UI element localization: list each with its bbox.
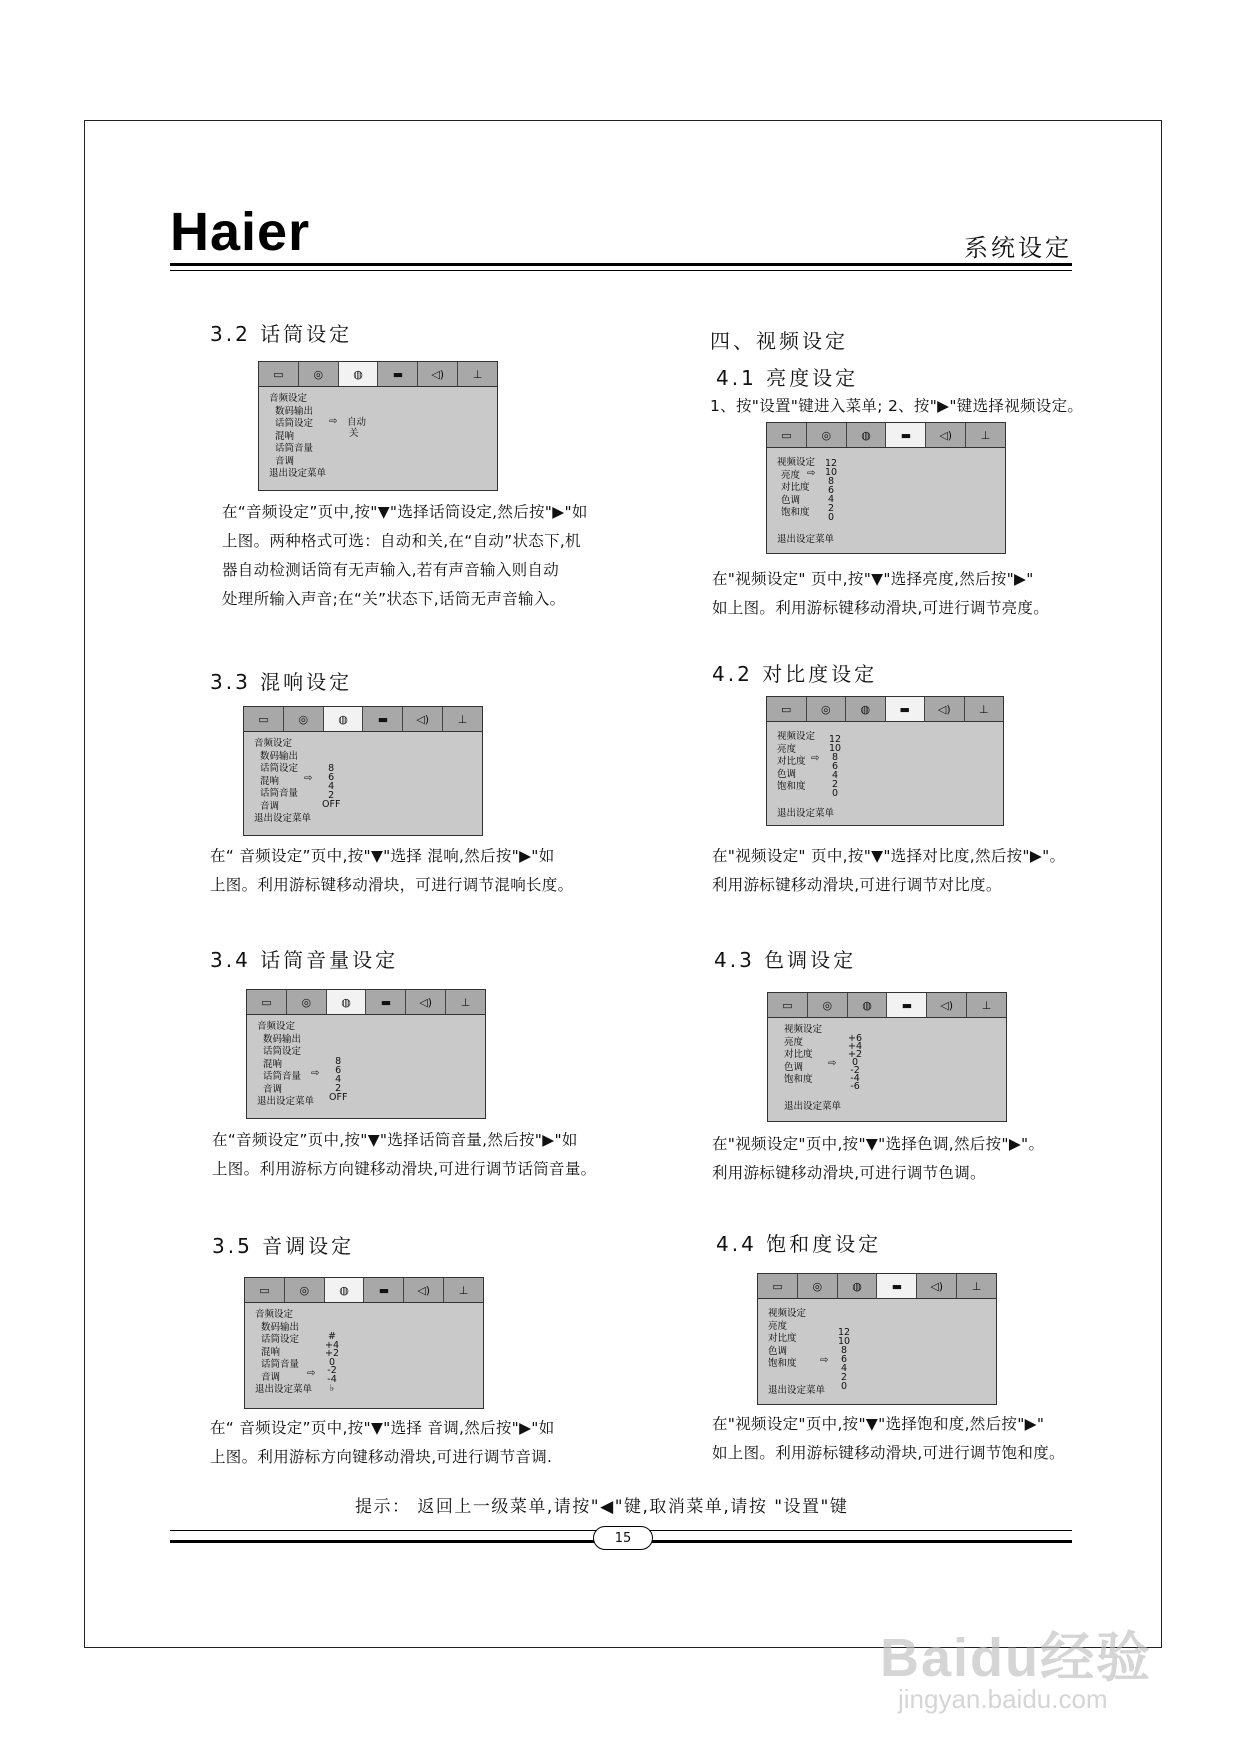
- text-line: 上图。两种格式可选：自动和关,在“自动”状态下,机: [222, 532, 581, 550]
- osd-screen-saturation: [757, 1273, 997, 1405]
- slider-values: [329, 1057, 347, 1102]
- slider-value: OFF: [329, 1092, 348, 1103]
- slider-values: [825, 459, 837, 522]
- menu-item: 饱和度: [781, 507, 810, 518]
- disc-icon: ◎: [808, 993, 848, 1017]
- section-title-4-4: 4.4 饱和度设定: [716, 1232, 882, 1256]
- tv-icon: ▭: [247, 990, 287, 1014]
- menu-item: 退出设定菜单: [784, 1100, 842, 1112]
- slider-value: OFF: [322, 799, 341, 810]
- video-camera-icon: ▬: [886, 423, 926, 447]
- disc-icon: ◎: [807, 697, 847, 721]
- slider-value: 6: [828, 485, 835, 496]
- osd-screen-mic-volume: [246, 989, 486, 1119]
- slider-value: 2: [832, 779, 839, 790]
- slider-value: 2: [828, 503, 835, 514]
- disc-icon: ◎: [285, 1278, 325, 1302]
- slider-value: 12: [829, 734, 842, 745]
- menu-item: 饱和度: [777, 781, 806, 792]
- audio-disc-icon: ◍: [339, 362, 379, 386]
- menu-item: 数码输出: [260, 750, 299, 762]
- slider-values: [325, 1333, 339, 1393]
- section-title-4: 四、视频设定: [710, 329, 848, 353]
- section-title-4-2: 4.2 对比度设定: [712, 662, 878, 686]
- pref-icon: ⊥: [965, 697, 1004, 721]
- haier-logo: Haier: [170, 202, 311, 262]
- menu-item: 退出设定菜单: [777, 807, 835, 819]
- option-off: 关: [349, 428, 359, 439]
- osd-menu: [245, 1303, 483, 1403]
- header-rule-thick: [170, 263, 1072, 266]
- section-title-3-2: 3.2 话筒设定: [210, 322, 353, 346]
- paragraph-3-2: [222, 498, 588, 614]
- slider-values: [322, 764, 340, 809]
- header-rule-thin: [170, 270, 1072, 271]
- slider-value: ♭: [329, 1382, 335, 1394]
- slider-value: 6: [832, 761, 839, 772]
- video-camera-icon: ▬: [378, 362, 418, 386]
- slider-values: [848, 1035, 862, 1091]
- menu-item: 音频设定: [269, 393, 308, 404]
- speaker-icon: ◁): [418, 362, 458, 386]
- osd-menu: [244, 732, 482, 832]
- slider-value: -2: [850, 1065, 860, 1076]
- slider-value: 6: [335, 1065, 342, 1076]
- speaker-icon: ◁): [926, 423, 966, 447]
- disc-icon: ◎: [807, 423, 847, 447]
- menu-item: 色调: [768, 1345, 788, 1357]
- osd-tab-bar: [758, 1274, 996, 1299]
- slider-value: 2: [335, 1083, 342, 1094]
- osd-screen-brightness: [766, 422, 1006, 554]
- menu-item: 话筒设定: [261, 1334, 300, 1345]
- page-title: 系统设定: [964, 234, 1072, 262]
- tv-icon: ▭: [767, 423, 807, 447]
- menu-item: 话筒音量: [275, 443, 314, 454]
- tv-icon: ▭: [767, 697, 807, 721]
- slider-value: 10: [825, 467, 838, 478]
- menu-item: 话筒音量: [261, 1359, 300, 1370]
- text-line: 在"视频设定"页中,按"▼"选择饱和度,然后按"▶": [712, 1415, 1045, 1433]
- menu-item: 视频设定: [784, 1024, 823, 1035]
- menu-item: 对比度: [768, 1333, 797, 1344]
- slider-value: 0: [328, 1356, 336, 1368]
- slider-value: -6: [850, 1081, 860, 1092]
- osd-screen-hue: [767, 992, 1007, 1122]
- slider-value: +2: [848, 1049, 863, 1060]
- audio-disc-icon: ◍: [848, 993, 888, 1017]
- paragraph-3-5: [210, 1414, 555, 1472]
- menu-item: 对比度: [784, 1049, 813, 1060]
- pref-icon: ⊥: [446, 990, 485, 1014]
- page-number: 15: [593, 1526, 653, 1550]
- osd-screen-tone: [244, 1277, 484, 1409]
- text-line: 在“音频设定”页中,按"▼"选择话筒音量,然后按"▶"如: [212, 1131, 578, 1149]
- paragraph-3-3: [210, 842, 573, 900]
- osd-tab-bar: [767, 423, 1005, 448]
- slider-value: 0: [841, 1381, 848, 1392]
- disc-icon: ◎: [284, 707, 324, 731]
- paragraph-4-4: [712, 1410, 1065, 1468]
- menu-item: 色调: [781, 494, 801, 506]
- speaker-icon: ◁): [927, 993, 967, 1017]
- slider-value: 4: [841, 1363, 848, 1374]
- osd-tab-bar: [259, 362, 497, 387]
- speaker-icon: ◁): [925, 697, 965, 721]
- cursor-arrow-icon: ⇨: [828, 1058, 837, 1069]
- text-line: 在“ 音频设定”页中,按"▼"选择 混响,然后按"▶"如: [210, 847, 555, 865]
- menu-item: 视频设定: [768, 1308, 807, 1319]
- speaker-icon: ◁): [917, 1274, 957, 1298]
- video-camera-icon: ▬: [364, 1278, 404, 1302]
- slider-value: 10: [838, 1336, 851, 1347]
- tv-icon: ▭: [768, 993, 808, 1017]
- text-line: 在"视频设定"页中,按"▼"选择色调,然后按"▶"。: [712, 1135, 1045, 1153]
- osd-tab-bar: [767, 697, 1003, 722]
- tv-icon: ▭: [259, 362, 299, 386]
- slider-value: 4: [828, 494, 835, 505]
- osd-screen-reverb: [243, 706, 483, 836]
- slider-value: 4: [832, 770, 839, 781]
- slider-value: 10: [829, 743, 842, 754]
- watermark-main: Baidu经验: [880, 1628, 1153, 1688]
- tv-icon: ▭: [244, 707, 284, 731]
- audio-disc-icon: ◍: [325, 1278, 365, 1302]
- slider-value: +4: [848, 1041, 863, 1052]
- slider-value: +4: [325, 1339, 340, 1351]
- cursor-arrow-icon: ⇨: [307, 1368, 316, 1379]
- disc-icon: ◎: [299, 362, 339, 386]
- menu-item: 话筒设定: [260, 763, 299, 774]
- osd-tab-bar: [245, 1278, 483, 1303]
- osd-tab-bar: [247, 990, 485, 1015]
- slider-value: 4: [328, 781, 335, 792]
- menu-item: 音频设定: [257, 1021, 296, 1032]
- slider-value: 8: [335, 1056, 342, 1067]
- slider-value: +2: [325, 1348, 340, 1360]
- text-line: 上图。利用游标键移动滑块，可进行调节混响长度。: [210, 876, 574, 894]
- text-line: 处理所输入声音;在“关”状态下,话筒无声音输入。: [222, 590, 566, 608]
- slider-value: 8: [841, 1345, 848, 1356]
- menu-item: 对比度: [781, 482, 810, 493]
- text-line: 在"视频设定" 页中,按"▼"选择亮度,然后按"▶": [712, 570, 1034, 588]
- menu-item: 混响: [261, 1346, 281, 1358]
- menu-item: 混响: [260, 775, 280, 787]
- menu-item: 话筒设定: [275, 418, 314, 429]
- menu-item: 亮度: [781, 469, 801, 481]
- pref-icon: ⊥: [443, 707, 482, 731]
- slider-value: 8: [828, 476, 835, 487]
- section-title-4-1: 4.1 亮度设定: [716, 366, 859, 390]
- slider-value: 4: [335, 1074, 342, 1085]
- menu-item: 色调: [777, 768, 797, 780]
- menu-item: 亮度: [768, 1320, 788, 1332]
- option-values: [347, 417, 366, 439]
- speaker-icon: ◁): [403, 707, 443, 731]
- osd-menu: [758, 1299, 996, 1403]
- section-title-3-4: 3.4 话筒音量设定: [210, 948, 399, 972]
- paragraph-4-3: [712, 1130, 1044, 1188]
- slider-value: 0: [828, 512, 835, 523]
- hint-text: 提示： 返回上一级菜单,请按"◀"键,取消菜单,请按 "设置"键: [355, 1497, 849, 1517]
- menu-item: 视频设定: [777, 457, 816, 468]
- menu-item: 退出设定菜单: [255, 1384, 313, 1395]
- menu-item: 话筒音量: [263, 1071, 302, 1082]
- disc-icon: ◎: [287, 990, 327, 1014]
- menu-item: 退出设定菜单: [257, 1096, 315, 1107]
- menu-item: 音频设定: [254, 738, 293, 749]
- cursor-arrow-icon: ⇨: [329, 416, 338, 427]
- menu-item: 混响: [263, 1058, 283, 1070]
- slider-values: [829, 735, 841, 798]
- text-line: 如上图。利用游标键移动滑块,可进行调节饱和度。: [712, 1444, 1065, 1462]
- video-camera-icon: ▬: [887, 993, 927, 1017]
- menu-item: 音频设定: [255, 1309, 294, 1320]
- menu-item: 亮度: [777, 743, 797, 755]
- disc-icon: ◎: [798, 1274, 838, 1298]
- osd-screen-contrast: [766, 696, 1004, 826]
- tv-icon: ▭: [245, 1278, 285, 1302]
- pref-icon: ⊥: [966, 423, 1005, 447]
- text-line: 利用游标键移动滑块,可进行调节对比度。: [712, 876, 1002, 894]
- menu-item: 音调: [260, 800, 280, 812]
- menu-item: 色调: [784, 1061, 804, 1073]
- slider-value: -2: [327, 1365, 337, 1377]
- intro-4-1: 1、按"设置"键进入菜单; 2、按"▶"键选择视频设定。: [710, 397, 1084, 415]
- slider-value: 0: [832, 788, 839, 799]
- pref-icon: ⊥: [957, 1274, 996, 1298]
- menu-item: 混响: [275, 430, 295, 442]
- video-camera-icon: ▬: [366, 990, 406, 1014]
- slider-value: 0: [851, 1057, 859, 1068]
- slider-values: [838, 1328, 850, 1391]
- text-line: 在“ 音频设定”页中,按"▼"选择 音调,然后按"▶"如: [210, 1419, 555, 1437]
- slider-value: 8: [328, 763, 335, 774]
- video-camera-icon: ▬: [363, 707, 403, 731]
- cursor-arrow-icon: ⇨: [820, 1355, 829, 1366]
- slider-value: -4: [327, 1373, 337, 1385]
- menu-item: 退出设定菜单: [269, 468, 327, 479]
- pref-icon: ⊥: [444, 1278, 483, 1302]
- text-line: 利用游标键移动滑块,可进行调节色调。: [712, 1164, 986, 1182]
- section-title-4-3: 4.3 色调设定: [714, 948, 857, 972]
- osd-tab-bar: [244, 707, 482, 732]
- slider-value: #: [328, 1331, 336, 1342]
- paragraph-4-1: [712, 565, 1049, 623]
- paragraph-4-2: [712, 842, 1065, 900]
- slider-value: 12: [825, 458, 838, 469]
- slider-value: 2: [841, 1372, 848, 1383]
- text-line: 器自动检测话筒有无声输入,若有声音输入则自动: [222, 561, 560, 579]
- menu-item: 亮度: [784, 1036, 804, 1048]
- cursor-arrow-icon: ⇨: [811, 753, 820, 764]
- menu-item: 音调: [263, 1083, 283, 1095]
- tv-icon: ▭: [758, 1274, 798, 1298]
- audio-disc-icon: ◍: [838, 1274, 878, 1298]
- watermark-url: jingyan.baidu.com: [898, 1684, 1108, 1714]
- osd-menu: [767, 722, 1003, 826]
- osd-tab-bar: [768, 993, 1006, 1018]
- menu-item: 退出设定菜单: [768, 1384, 826, 1396]
- audio-disc-icon: ◍: [327, 990, 367, 1014]
- slider-value: 8: [832, 752, 839, 763]
- section-title-3-3: 3.3 混响设定: [210, 670, 353, 694]
- menu-item: 话筒设定: [263, 1046, 302, 1057]
- cursor-arrow-icon: ⇨: [304, 773, 313, 784]
- speaker-icon: ◁): [406, 990, 446, 1014]
- menu-item: 音调: [275, 455, 295, 467]
- menu-item: 数码输出: [263, 1033, 302, 1045]
- cursor-arrow-icon: ⇨: [311, 1068, 320, 1079]
- text-line: 在“音频设定”页中,按"▼"选择话筒设定,然后按"▶"如: [222, 503, 588, 521]
- slider-value: 2: [328, 790, 335, 801]
- baidu-watermark: [880, 1615, 1152, 1715]
- menu-item: 数码输出: [275, 405, 314, 417]
- pref-icon: ⊥: [967, 993, 1006, 1017]
- menu-item: 饱和度: [768, 1358, 797, 1369]
- speaker-icon: ◁): [404, 1278, 444, 1302]
- text-line: 上图。利用游标方向键移动滑块,可进行调节音调.: [210, 1448, 553, 1466]
- pref-icon: ⊥: [458, 362, 497, 386]
- osd-menu: [768, 1018, 1006, 1119]
- osd-menu: [767, 448, 1005, 552]
- audio-disc-icon: ◍: [324, 707, 364, 731]
- menu-item: 对比度: [777, 756, 806, 767]
- menu-item: 退出设定菜单: [777, 533, 835, 545]
- menu-item: 话筒音量: [260, 788, 299, 799]
- text-line: 上图。利用游标方向键移动滑块,可进行调节话筒音量。: [212, 1160, 597, 1178]
- cursor-arrow-icon: ⇨: [807, 468, 816, 479]
- slider-value: 12: [838, 1327, 851, 1338]
- video-camera-icon: ▬: [886, 697, 926, 721]
- slider-value: +6: [848, 1033, 863, 1044]
- menu-item: 音调: [261, 1371, 281, 1383]
- slider-value: -4: [850, 1073, 860, 1084]
- menu-item: 数码输出: [261, 1321, 300, 1333]
- menu-item: 饱和度: [784, 1074, 813, 1085]
- paragraph-3-4: [212, 1126, 596, 1184]
- menu-item: 退出设定菜单: [254, 813, 312, 824]
- osd-menu: [259, 387, 497, 487]
- text-line: 在"视频设定" 页中,按"▼"选择对比度,然后按"▶"。: [712, 847, 1066, 865]
- osd-menu: [247, 1015, 485, 1115]
- menu-item: 视频设定: [777, 731, 816, 742]
- slider-value: 6: [328, 772, 335, 783]
- option-auto: 自动: [347, 417, 367, 428]
- slider-value: 6: [841, 1354, 848, 1365]
- audio-disc-icon: ◍: [846, 697, 886, 721]
- text-line: 如上图。利用游标键移动滑块,可进行调节亮度。: [712, 599, 1050, 617]
- video-camera-icon: ▬: [877, 1274, 917, 1298]
- audio-disc-icon: ◍: [847, 423, 887, 447]
- section-title-3-5: 3.5 音调设定: [212, 1234, 355, 1258]
- osd-screen-mic: [258, 361, 498, 491]
